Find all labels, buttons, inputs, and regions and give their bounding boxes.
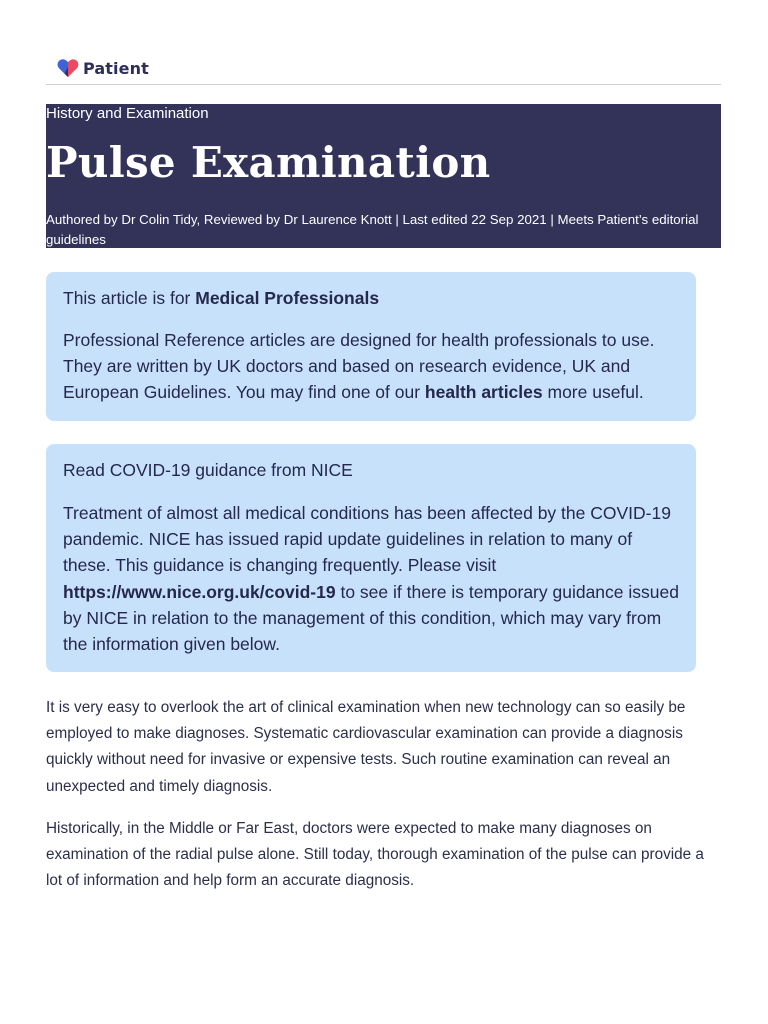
header-divider	[46, 84, 721, 85]
health-articles-link[interactable]: health articles	[424, 382, 543, 403]
audience-body-text: Professional Reference articles are designed for health professionals to use. They are written by UK doctors and based on research evidence, UK and European Guidelines. You may find one of our	[63, 330, 655, 403]
audience-heading-strong: Medical Professionals	[195, 288, 380, 308]
breadcrumb-category[interactable]: History and Examination	[46, 105, 209, 122]
covid-notice	[46, 444, 696, 672]
audience-notice-body	[63, 327, 679, 406]
article-paragraph-1: It is very easy to overlook the art of clinical examination when new technology can so easily be employed to make diagnoses. Systematic cardiovascular examination can provide a diagnosis quickly without need for invasive or expensive tests. Such routine examination can reveal an unexpected and timely diagnosis.	[46, 699, 686, 795]
audience-notice-heading	[63, 286, 379, 310]
patient-logo[interactable]	[57, 57, 149, 79]
logo-text: Patient	[83, 58, 149, 78]
article-hero	[46, 104, 721, 248]
page-title: Pulse Examination	[46, 138, 491, 187]
audience-notice	[46, 272, 696, 421]
audience-heading-prefix: This article is for	[63, 288, 196, 308]
covid-body-text: Treatment of almost all medical conditions has been affected by the COVID-19 pandemic. NICE has issued rapid update guidelines in relation to many of these. This guidance is changing frequently. Please visit	[63, 503, 671, 576]
article-byline: Authored by Dr Colin Tidy, Reviewed by Dr Laurence Knott | Last edited 22 Sep 2021 | Meets Patient’s editorial guidelines	[46, 212, 699, 247]
covid-notice-body	[63, 500, 679, 657]
heart-icon	[57, 58, 79, 78]
audience-body-suffix: more useful.	[542, 382, 644, 403]
nice-covid-link[interactable]: https://www.nice.org.uk/covid-19	[63, 581, 336, 602]
article-paragraph-2: Historically, in the Middle or Far East, doctors were expected to make many diagnoses on examination of the radial pulse alone. Still today, thorough examination of the pulse can provide a lot of information and help form an accurate diagnosis.	[46, 820, 704, 890]
covid-body-suffix: to see if there is temporary guidance issued by NICE in relation to the management of this condition, which may vary from the information given below.	[63, 581, 679, 655]
covid-notice-heading: Read COVID-19 guidance from NICE	[63, 460, 353, 480]
